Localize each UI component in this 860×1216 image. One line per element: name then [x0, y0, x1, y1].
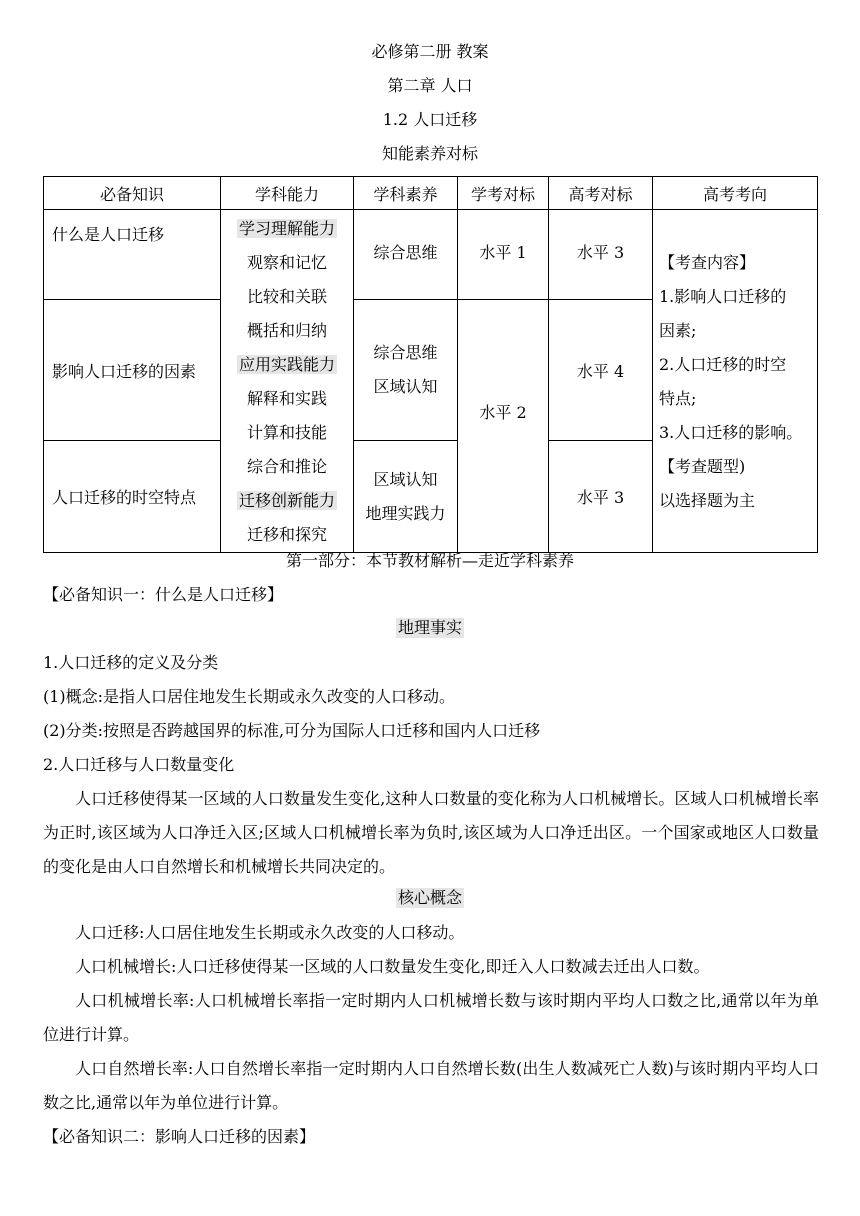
ability-item: 学习理解能力 — [238, 219, 335, 238]
th-gaokao: 高考对标 — [549, 177, 653, 210]
trend-cell — [653, 210, 818, 553]
th-xuekao: 学考对标 — [458, 177, 549, 210]
xuekao-cell: 水平 1 — [458, 210, 549, 300]
literacy-cell — [354, 300, 458, 441]
literacy-cell: 综合思维 — [354, 210, 458, 300]
doc-header-table-title: 知能素养对标 — [381, 144, 478, 163]
gaokao-cell: 水平 3 — [549, 210, 653, 300]
th-ability: 学科能力 — [221, 177, 354, 210]
part-title: 第一部分：本节教材解析—走近学科素养 — [285, 551, 574, 570]
knowledge-1-title: 【必备知识一：什么是人口迁移】 — [43, 585, 284, 604]
knowledge-2-title: 【必备知识二：影响人口迁移的因素】 — [43, 1127, 316, 1146]
paragraph-classification: (2)分类:按照是否跨越国界的标准,可分为国际人口迁移和国内人口迁移 — [43, 721, 541, 740]
literacy-item: 综合思维 — [373, 343, 438, 362]
trend-line: 【考查题型) — [659, 457, 746, 476]
label-core-concepts: 核心概念 — [397, 888, 462, 907]
subsection-1: 1.人口迁移的定义及分类 — [43, 653, 219, 672]
ability-item: 应用实践能力 — [238, 355, 335, 374]
ability-item: 比较和关联 — [246, 287, 327, 306]
ability-item: 计算和技能 — [246, 423, 327, 442]
xuekao-cell: 水平 2 — [458, 300, 549, 553]
doc-header-section: 1.2 人口迁移 — [382, 110, 478, 129]
gaokao-cell: 水平 4 — [549, 300, 653, 441]
paragraph-mechanical-growth: 人口迁移使得某一区域的人口数量发生变化,这种人口数量的变化称为人口机械增长。区域人口机械增长率为正时,该区域为人口净迁入区;区域人口机械增长率为负时,该区域为人口净迁出区。一个国家或地区人口数量的变化是由人口自然增长和机械增长共同决定的。 — [43, 789, 819, 876]
subsection-2: 2.人口迁移与人口数量变化 — [43, 755, 235, 774]
abilities-cell — [221, 210, 354, 553]
gaokao-cell: 水平 3 — [549, 441, 653, 553]
th-knowledge: 必备知识 — [44, 177, 221, 210]
literacy-item: 区域认知 — [373, 377, 438, 396]
ability-item: 解释和实践 — [246, 389, 327, 408]
trend-line: 【考查内容】 — [659, 253, 756, 272]
ability-item: 迁移和探究 — [246, 525, 327, 544]
knowledge-cell: 人口迁移的时空特点 — [44, 441, 221, 553]
trend-line: 3.人口迁移的影响。 — [659, 423, 803, 442]
literacy-table — [43, 176, 818, 553]
concept-natural-growth-rate: 人口自然增长率:人口自然增长率指一定时期内人口自然增长数(出生人数减死亡人数)与该时期内平均人口数之比,通常以年为单位进行计算。 — [43, 1059, 819, 1112]
doc-header-chapter: 第二章 人口 — [387, 76, 473, 95]
trend-line: 特点; — [659, 389, 697, 408]
trend-line: 以选择题为主 — [659, 491, 756, 510]
th-trend: 高考考向 — [653, 177, 818, 210]
ability-item: 概括和归纳 — [246, 321, 327, 340]
paragraph-concept: (1)概念:是指人口居住地发生长期或永久改变的人口移动。 — [43, 687, 456, 706]
concept-migration: 人口迁移:人口居住地发生长期或永久改变的人口移动。 — [75, 923, 465, 942]
concept-mechanical-growth-rate: 人口机械增长率:人口机械增长率指一定时期内人口机械增长数与该时期内平均人口数之比,通常以年为单位进行计算。 — [43, 991, 819, 1044]
literacy-item: 地理实践力 — [365, 503, 446, 523]
trend-line: 因素; — [659, 321, 697, 340]
knowledge-cell: 什么是人口迁移 — [44, 210, 221, 300]
ability-item: 观察和记忆 — [246, 253, 327, 272]
literacy-item: 区域认知 — [373, 469, 438, 489]
concept-mechanical-growth: 人口机械增长:人口迁移使得某一区域的人口数量发生变化,即迁入人口数减去迁出人口数。 — [75, 957, 710, 976]
ability-item: 迁移创新能力 — [238, 491, 335, 510]
trend-line: 1.影响人口迁移的 — [659, 287, 787, 306]
table-header-row — [44, 177, 818, 210]
th-literacy: 学科素养 — [354, 177, 458, 210]
table-row — [44, 210, 818, 300]
knowledge-cell: 影响人口迁移的因素 — [44, 300, 221, 441]
doc-header-book: 必修第二册 教案 — [371, 42, 489, 61]
literacy-cell — [354, 441, 458, 553]
label-geo-facts: 地理事实 — [397, 618, 462, 637]
ability-item: 综合和推论 — [246, 457, 327, 476]
trend-line: 2.人口迁移的时空 — [659, 355, 787, 374]
